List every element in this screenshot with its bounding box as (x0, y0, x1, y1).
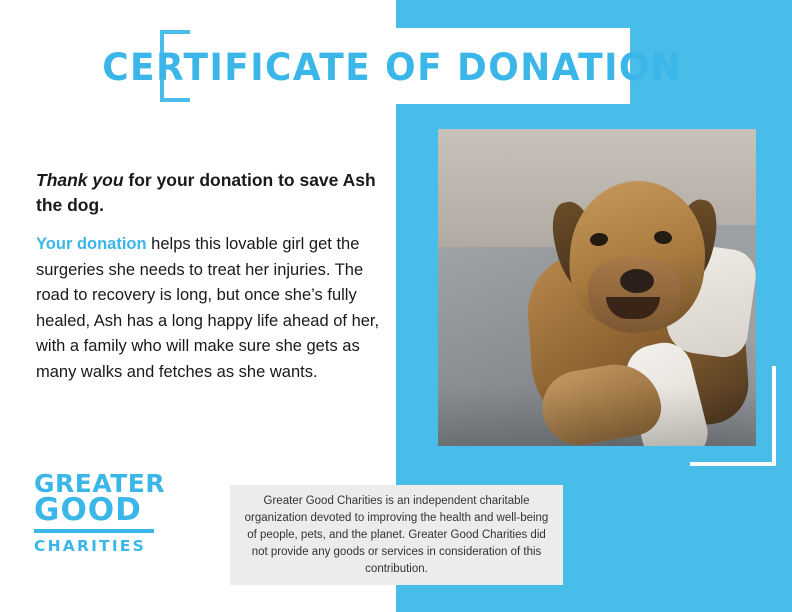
logo-line-greater: GREATER (34, 469, 166, 498)
logo-line-charities: CHARITIES (34, 537, 146, 556)
greater-good-charities-logo (34, 469, 166, 556)
donation-body-text (36, 232, 381, 385)
disclaimer-box (230, 485, 563, 585)
page-title: CERTIFICATE OF DONATION (102, 45, 683, 89)
body-accent-phrase: Your donation (36, 235, 147, 253)
disclaimer-text: Greater Good Charities is an independent charitable organization devoted to improving the health and well-being of people, pets, and the planet. Greater Good Charities did not provide any goods or services in consideration of this contribution. (244, 494, 549, 575)
logo-line-good: GOOD (34, 496, 154, 533)
photo-dog-nose (620, 269, 654, 293)
thank-you-heading (36, 168, 376, 218)
thank-you-emphasis: Thank you (36, 170, 124, 190)
body-rest-text: helps this lovable girl get the surgeries she needs to treat her injuries. The road to recovery is long, but once she’s fully healed, Ash has a long happy life ahead of her, with a family who will make sure she gets as many walks and fetches as she wants. (36, 235, 380, 381)
thank-you-rest: for your donation to save Ash the dog. (36, 170, 376, 215)
corner-bracket-decoration (690, 366, 776, 466)
